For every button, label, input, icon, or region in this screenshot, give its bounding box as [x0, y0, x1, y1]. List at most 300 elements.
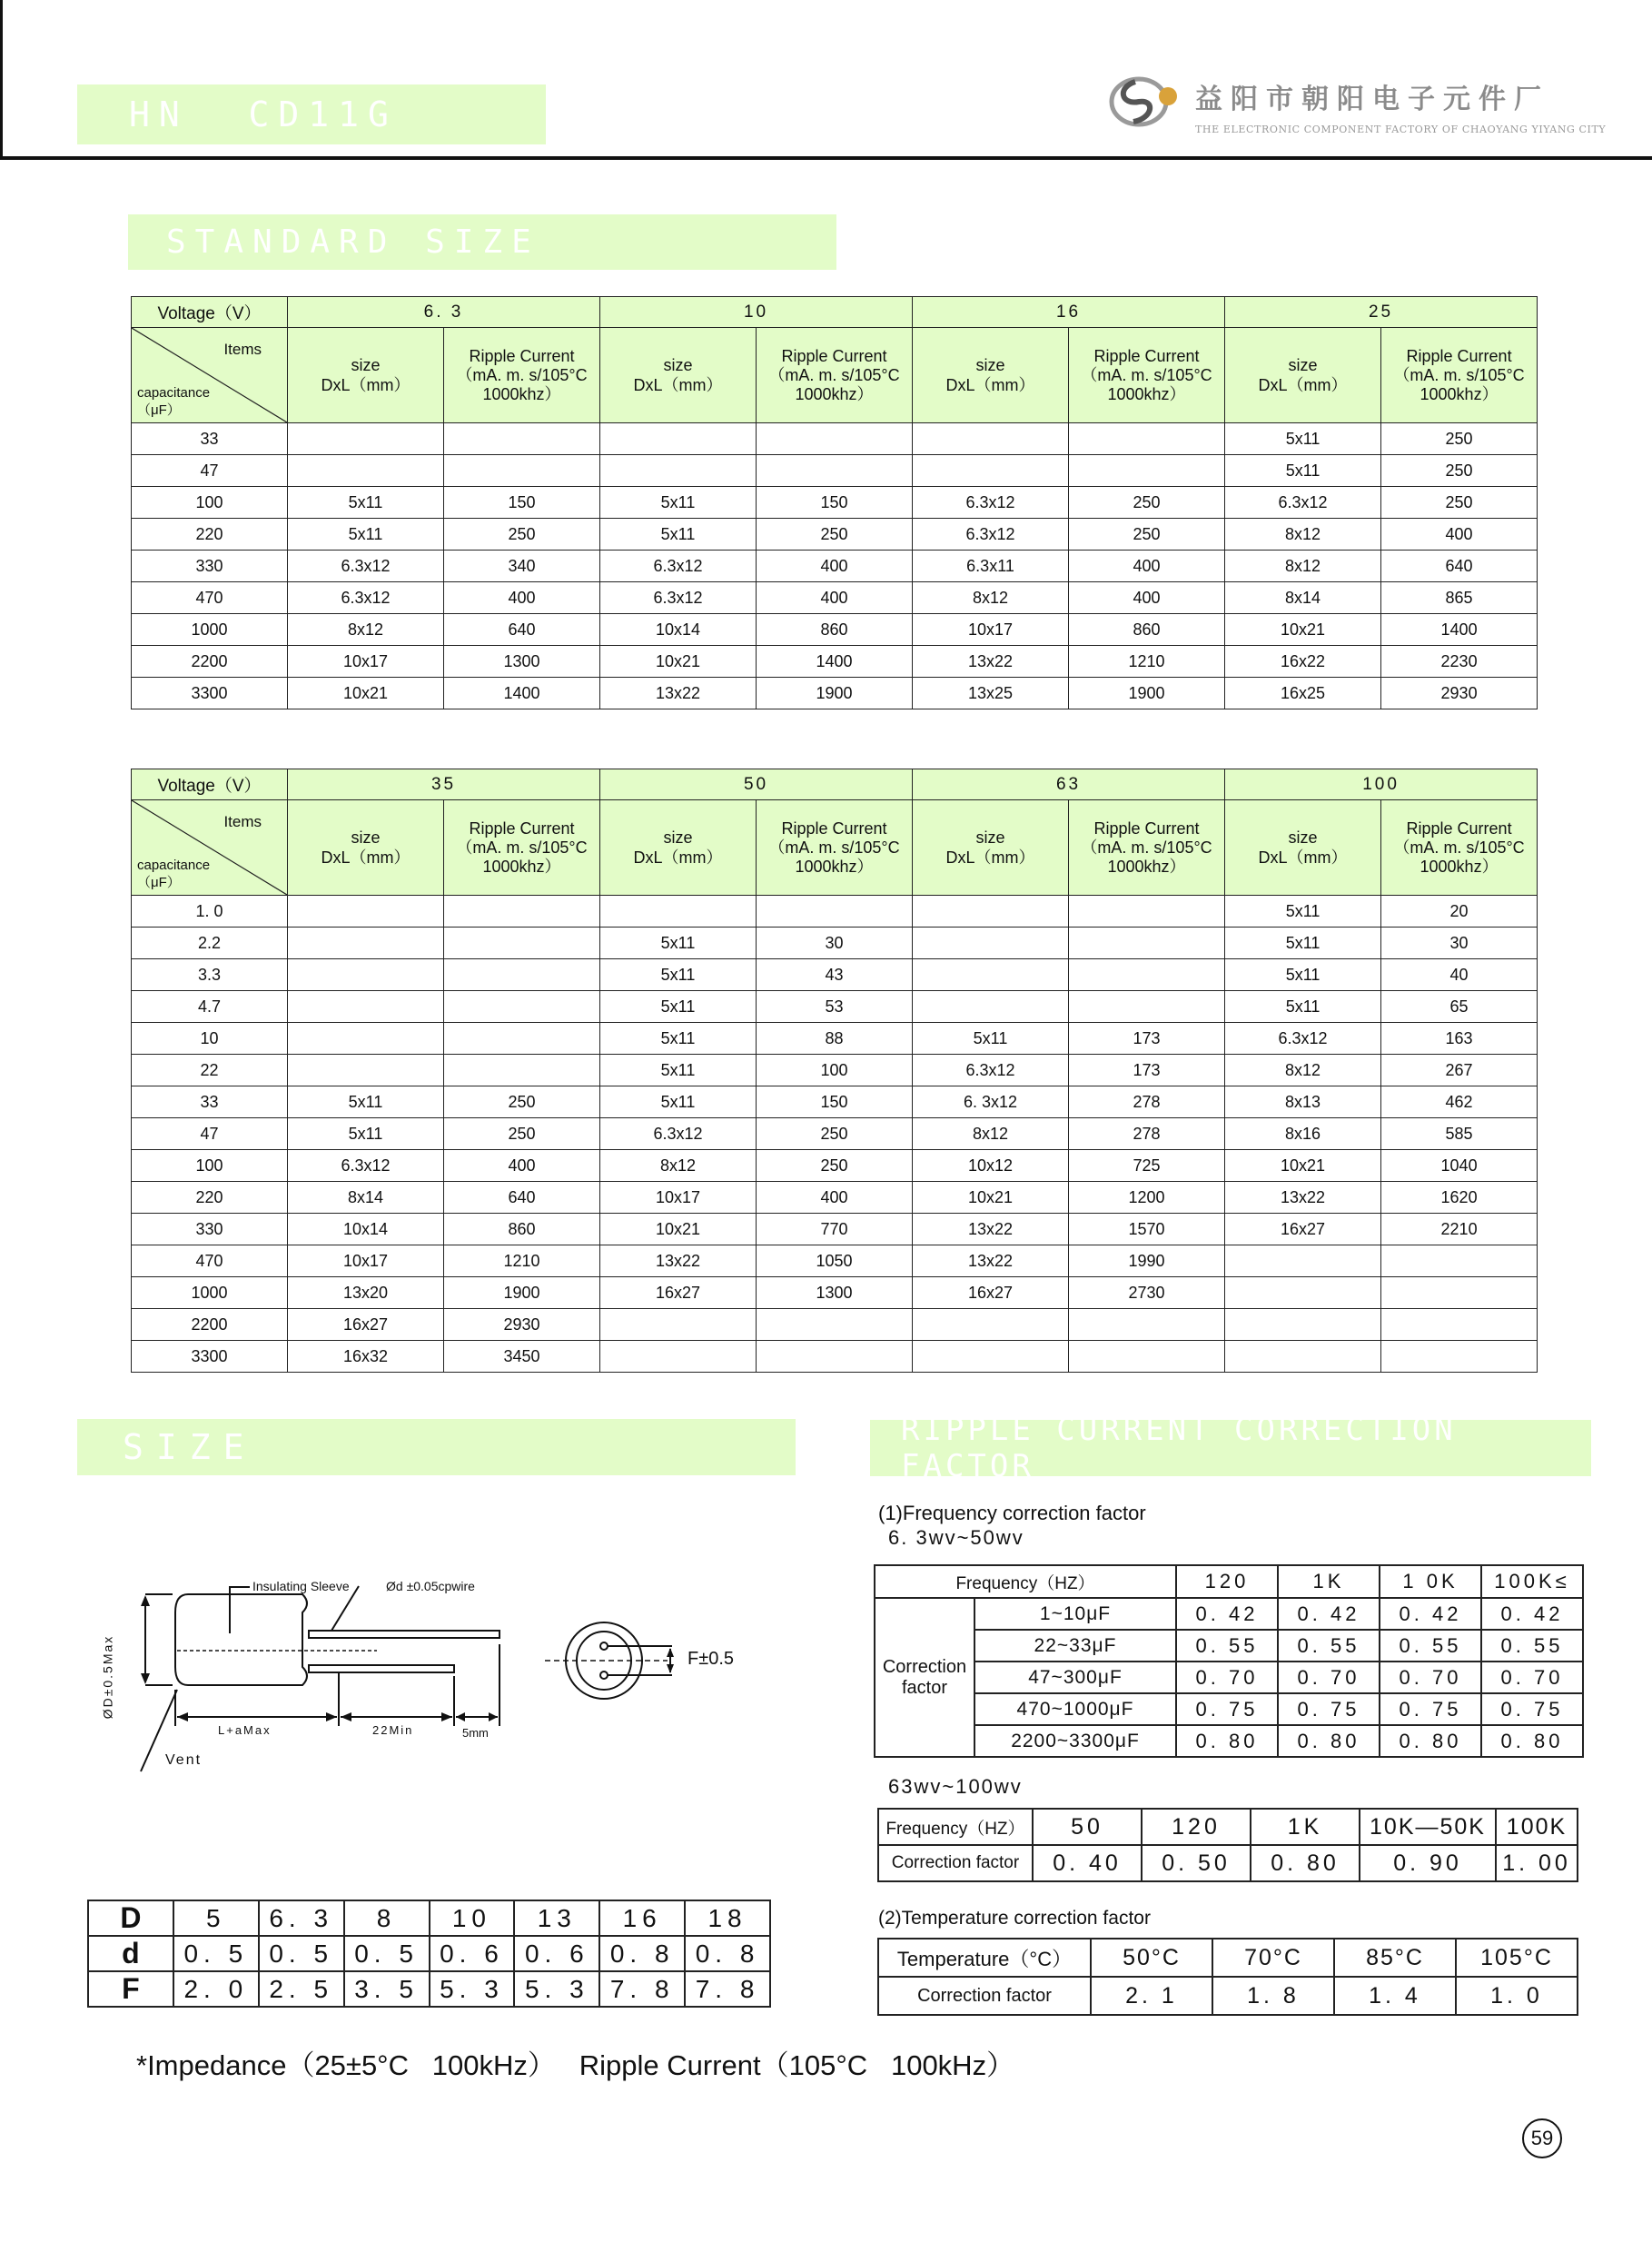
ripple-current-cell: 1200	[1069, 1182, 1225, 1214]
size-cell: 5x11	[1225, 991, 1381, 1023]
size-cell: 6.3x12	[600, 582, 757, 614]
dimension-value: 2. 5	[259, 1971, 344, 2007]
ripple-current-cell: 725	[1069, 1150, 1225, 1182]
ripple-current-cell: 2930	[1381, 678, 1538, 709]
footnote: *Impedance（25±5°C 100kHz） Ripple Current（105°C 100kHz）	[136, 2049, 1015, 2081]
capacitance-range-cell: 2200~3300μF	[974, 1725, 1176, 1757]
ripple-current-cell: 150	[757, 487, 913, 519]
ripple-current-cell: 267	[1381, 1055, 1538, 1086]
ripple-current-cell: 640	[444, 1182, 600, 1214]
ripple-current-cell: 400	[757, 551, 913, 582]
dimension-value: 7. 8	[685, 1971, 770, 2007]
ripple-header-line2: （mA. m. s/105°C	[456, 838, 588, 857]
ripple-current-cell: 250	[1381, 423, 1538, 455]
ripple-header	[1069, 328, 1225, 423]
ripple-current-cell: 65	[1381, 991, 1538, 1023]
capacitance-cell: 47	[132, 455, 288, 487]
ripple-current-cell: 173	[1069, 1055, 1225, 1086]
correction-value: 0. 80	[1380, 1725, 1481, 1757]
ripple-header-line1: Ripple Current	[1093, 818, 1200, 838]
size-cell: 13x22	[913, 646, 1069, 678]
frequency-header-label: Frequency（HZ）	[878, 1809, 1033, 1845]
capacitance-range-cell: 22~33μF	[974, 1630, 1176, 1662]
table-row	[132, 928, 1538, 959]
voltage-label: Voltage（V）	[132, 769, 288, 800]
ripple-header-line2: （mA. m. s/105°C	[1081, 365, 1212, 384]
size-cell	[288, 423, 444, 455]
ripple-current-cell: 163	[1381, 1023, 1538, 1055]
voltage-header: 6. 3	[288, 297, 600, 328]
frequency-factor-table-2	[877, 1808, 1578, 1882]
size-cell: 10x17	[913, 614, 1069, 646]
ripple-current-cell: 20	[1381, 896, 1538, 928]
size-cell: 6.3x12	[913, 487, 1069, 519]
correction-value: 0. 80	[1481, 1725, 1583, 1757]
size-cell	[288, 1055, 444, 1086]
dimension-value: 0. 8	[599, 1936, 685, 1971]
size-cell: 5x11	[600, 1023, 757, 1055]
size-cell: 8x14	[1225, 582, 1381, 614]
company-name-cn: 益阳市朝阳电子元件厂	[1195, 84, 1549, 115]
dimension-row-label: d	[88, 1936, 173, 1971]
size-header-line2: DxL（mm）	[945, 376, 1035, 394]
size-header	[1225, 328, 1381, 423]
ripple-current-cell: 1620	[1381, 1182, 1538, 1214]
ripple-current-cell: 150	[444, 487, 600, 519]
ripple-current-cell: 640	[444, 614, 600, 646]
temperature-header-label: Temperature（°C）	[878, 1939, 1091, 1977]
correction-value: 0. 75	[1481, 1693, 1583, 1725]
frequency-header-label: Frequency（HZ）	[875, 1565, 1176, 1598]
size-header-line1: size	[975, 356, 1005, 374]
size-cell	[913, 1309, 1069, 1341]
ripple-current-cell: 40	[1381, 959, 1538, 991]
frequency-factor-row	[875, 1662, 1583, 1693]
size-cell: 16x27	[1225, 1214, 1381, 1245]
ripple-header-line3: 1000khz）	[795, 384, 874, 403]
size-header-line1: size	[1288, 356, 1318, 374]
dimension-value: 13	[514, 1900, 599, 1936]
ripple-current-cell: 400	[757, 1182, 913, 1214]
dimension-row	[88, 1971, 770, 2007]
table-row	[132, 1309, 1538, 1341]
ripple-current-cell: 30	[757, 928, 913, 959]
ripple-header-line2: （mA. m. s/105°C	[1081, 838, 1212, 857]
size-cell: 16x27	[288, 1309, 444, 1341]
size-cell: 13x22	[600, 678, 757, 709]
ripple-current-cell	[444, 1055, 600, 1086]
capacitance-cell: 33	[132, 423, 288, 455]
table2-body	[132, 896, 1538, 1373]
ripple-current-cell	[1381, 1309, 1538, 1341]
ripple-header-line1: Ripple Current	[469, 818, 575, 838]
ripple-current-cell: 1900	[1069, 678, 1225, 709]
size-cell: 6. 3x12	[913, 1086, 1069, 1118]
model-banner	[77, 84, 546, 144]
table-row	[132, 1214, 1538, 1245]
size-header	[1225, 800, 1381, 896]
page-number: 59	[1530, 2127, 1554, 2149]
ripple-current-cell: 250	[444, 1118, 600, 1150]
ripple-current-cell: 400	[1069, 582, 1225, 614]
items-capacitance-header	[132, 800, 288, 896]
temperature-correction-value: 1. 4	[1334, 1977, 1456, 2015]
correction-value: 0. 70	[1278, 1662, 1380, 1693]
ripple-current-cell: 2210	[1381, 1214, 1538, 1245]
ripple-current-cell: 860	[757, 614, 913, 646]
frequency-header: 120	[1142, 1809, 1251, 1845]
table1-body	[132, 423, 1538, 709]
frequency-header: 1 0K	[1380, 1565, 1481, 1598]
ripple-header	[444, 328, 600, 423]
capacitance-cell: 330	[132, 1214, 288, 1245]
capacitance-cell: 4.7	[132, 991, 288, 1023]
capacitance-unit: （μF）	[137, 402, 181, 418]
size-header-line1: size	[975, 828, 1005, 847]
dimension-value: 0. 5	[173, 1936, 259, 1971]
company-name-en: THE ELECTRONIC COMPONENT FACTORY OF CHAOYANG YIYANG CITY	[1195, 124, 1607, 135]
dimension-value: 0. 5	[259, 1936, 344, 1971]
size-cell: 10x17	[288, 646, 444, 678]
size-cell	[288, 959, 444, 991]
size-cell: 10x14	[600, 614, 757, 646]
ripple-current-cell: 1400	[444, 678, 600, 709]
table-row	[132, 614, 1538, 646]
ripple-current-cell: 88	[757, 1023, 913, 1055]
size-cell	[288, 455, 444, 487]
ripple-header-line3: 1000khz）	[795, 857, 874, 876]
dimension-table-body	[88, 1900, 770, 2007]
correction-value: 0. 42	[1176, 1598, 1278, 1630]
ripple-header-line1: Ripple Current	[1406, 818, 1512, 838]
correction-value: 0. 90	[1360, 1845, 1496, 1881]
table-row	[132, 959, 1538, 991]
frequency-header: 10K—50K	[1360, 1809, 1496, 1845]
temperature-factor-title: (2)Temperature correction factor	[878, 1908, 1151, 1929]
frequency-header: 100K≤	[1481, 1565, 1583, 1598]
ripple-current-cell	[1069, 423, 1225, 455]
voltage-label: Voltage（V）	[132, 297, 288, 328]
size-cell: 6.3x12	[600, 1118, 757, 1150]
ripple-current-cell: 173	[1069, 1023, 1225, 1055]
capacitance-cell: 470	[132, 1245, 288, 1277]
ripple-header-line2: （mA. m. s/105°C	[1393, 365, 1525, 384]
size-cell: 8x12	[1225, 551, 1381, 582]
size-cell: 8x13	[1225, 1086, 1381, 1118]
capacitance-word: capacitance	[137, 385, 211, 401]
table-row	[132, 1341, 1538, 1373]
frequency-factor-body	[875, 1598, 1583, 1757]
ripple-current-cell	[757, 1309, 913, 1341]
size-cell: 6.3x12	[288, 551, 444, 582]
size-cell	[913, 1341, 1069, 1373]
capacitance-cell: 3300	[132, 678, 288, 709]
size-cell: 10x21	[913, 1182, 1069, 1214]
size-cell: 8x12	[600, 1150, 757, 1182]
standard-size-banner	[128, 214, 836, 270]
capacitance-cell: 22	[132, 1055, 288, 1086]
size-cell	[600, 896, 757, 928]
size-cell: 10x12	[913, 1150, 1069, 1182]
ripple-current-cell: 1400	[757, 646, 913, 678]
ripple-current-cell: 340	[444, 551, 600, 582]
dimension-value: 6. 3	[259, 1900, 344, 1936]
size-cell: 5x11	[600, 1086, 757, 1118]
frequency-factor-row	[875, 1693, 1583, 1725]
ripple-current-cell: 53	[757, 991, 913, 1023]
size-header	[913, 328, 1069, 423]
capacitance-cell: 3.3	[132, 959, 288, 991]
dimension-row-label: D	[88, 1900, 173, 1936]
correction-value: 0. 80	[1251, 1845, 1360, 1881]
ripple-current-cell: 250	[1069, 487, 1225, 519]
ripple-current-cell: 860	[1069, 614, 1225, 646]
ripple-factor-title: RIPPLE CURRENT CORRECTION FACTOR	[901, 1412, 1457, 1484]
frequency-factor-row	[875, 1725, 1583, 1757]
size-cell: 6.3x12	[288, 1150, 444, 1182]
temperature-correction-value: 1. 8	[1212, 1977, 1334, 2015]
size-cell	[913, 896, 1069, 928]
ripple-current-cell: 860	[444, 1214, 600, 1245]
dimension-row	[88, 1936, 770, 1971]
size-cell	[288, 896, 444, 928]
ripple-current-cell	[1381, 1341, 1538, 1373]
dimension-value: 0. 6	[430, 1936, 515, 1971]
voltage-header: 25	[1225, 297, 1538, 328]
correction-value: 0. 70	[1176, 1662, 1278, 1693]
ripple-current-cell: 1050	[757, 1245, 913, 1277]
table-row	[132, 646, 1538, 678]
size-cell: 5x11	[600, 1055, 757, 1086]
size-cell: 8x12	[913, 1118, 1069, 1150]
diameter-label: ØD±0.5Max	[100, 1634, 115, 1720]
size-cell: 5x11	[288, 1118, 444, 1150]
capacitance-label	[137, 857, 210, 891]
ripple-current-cell: 400	[1069, 551, 1225, 582]
ripple-current-cell: 1900	[444, 1277, 600, 1309]
table-row	[132, 1150, 1538, 1182]
size-cell: 5x11	[1225, 896, 1381, 928]
size-cell: 5x11	[600, 928, 757, 959]
size-cell: 5x11	[1225, 928, 1381, 959]
size-header-line2: DxL（mm）	[321, 376, 411, 394]
ripple-header-line1: Ripple Current	[1093, 346, 1200, 365]
ripple-header-line3: 1000khz）	[1107, 384, 1186, 403]
ripple-current-cell	[757, 455, 913, 487]
capacitance-cell: 2.2	[132, 928, 288, 959]
size-cell: 6.3x11	[913, 551, 1069, 582]
correction-factor-side-label: Correction factor	[875, 1598, 974, 1757]
ripple-current-cell: 43	[757, 959, 913, 991]
ripple-current-cell	[444, 928, 600, 959]
size-cell: 8x12	[913, 582, 1069, 614]
dimension-row-label: F	[88, 1971, 173, 2007]
size-cell	[288, 991, 444, 1023]
page-left-rule	[0, 0, 3, 160]
voltage-header: 50	[600, 769, 913, 800]
size-cell	[600, 1341, 757, 1373]
capacitance-cell: 100	[132, 1150, 288, 1182]
capacitance-unit: （μF）	[137, 875, 181, 890]
ripple-header-line3: 1000khz）	[482, 384, 561, 403]
size-cell: 13x22	[913, 1245, 1069, 1277]
correction-value: 0. 70	[1380, 1662, 1481, 1693]
ripple-current-cell	[1069, 991, 1225, 1023]
capacitance-cell: 2200	[132, 1309, 288, 1341]
ripple-current-cell	[1381, 1245, 1538, 1277]
ripple-current-cell	[1069, 928, 1225, 959]
size-cell: 13x22	[1225, 1182, 1381, 1214]
ripple-current-cell: 1210	[1069, 646, 1225, 678]
dimension-value: 16	[599, 1900, 685, 1936]
size-cell: 10x21	[600, 646, 757, 678]
capacitance-cell: 47	[132, 1118, 288, 1150]
ripple-current-cell: 400	[1381, 519, 1538, 551]
size-cell	[600, 1309, 757, 1341]
size-cell: 10x17	[600, 1182, 757, 1214]
ripple-current-cell: 865	[1381, 582, 1538, 614]
ripple-header-line1: Ripple Current	[781, 346, 887, 365]
standard-size-title: STANDARD SIZE	[166, 223, 540, 261]
size-cell: 16x25	[1225, 678, 1381, 709]
ripple-current-cell: 1300	[757, 1277, 913, 1309]
items-label: Items	[223, 341, 262, 358]
ripple-factor-banner	[870, 1412, 1591, 1484]
correction-value: 0. 55	[1481, 1630, 1583, 1662]
size-cell: 8x14	[288, 1182, 444, 1214]
temperature-header: 70°C	[1212, 1939, 1334, 1977]
ripple-current-cell: 1040	[1381, 1150, 1538, 1182]
frequency-header: 1K	[1251, 1809, 1360, 1845]
size-header	[288, 328, 444, 423]
ripple-current-cell: 250	[1381, 487, 1538, 519]
size-cell: 8x12	[288, 614, 444, 646]
ripple-header	[757, 800, 913, 896]
dimension-value: 3. 5	[344, 1971, 430, 2007]
size-header-line1: size	[351, 828, 381, 847]
ripple-header-line1: Ripple Current	[781, 818, 887, 838]
size-cell: 6.3x12	[288, 582, 444, 614]
correction-value: 0. 55	[1176, 1630, 1278, 1662]
capacitance-cell: 100	[132, 487, 288, 519]
table-row	[132, 1055, 1538, 1086]
ripple-header-line2: （mA. m. s/105°C	[1393, 838, 1525, 857]
ripple-current-cell	[757, 423, 913, 455]
capacitance-cell: 3300	[132, 1341, 288, 1373]
size-cell: 5x11	[600, 991, 757, 1023]
table-row	[132, 1118, 1538, 1150]
frequency-header: 50	[1033, 1809, 1142, 1845]
size-cell	[1225, 1245, 1381, 1277]
correction-value: 0. 80	[1176, 1725, 1278, 1757]
size-cell	[600, 455, 757, 487]
size-header-line1: size	[1288, 828, 1318, 847]
model-title: HN CD11G	[129, 94, 398, 134]
voltage-header: 63	[913, 769, 1225, 800]
ripple-current-cell: 1300	[444, 646, 600, 678]
dimension-value: 2. 0	[173, 1971, 259, 2007]
capacitance-cell: 2200	[132, 646, 288, 678]
table-row	[132, 1086, 1538, 1118]
ripple-header-line3: 1000khz）	[482, 857, 561, 876]
size-cell: 10x21	[288, 678, 444, 709]
ripple-current-cell	[1069, 896, 1225, 928]
ripple-header-line3: 1000khz）	[1420, 384, 1499, 403]
ripple-header	[444, 800, 600, 896]
size-cell	[288, 1023, 444, 1055]
size-cell	[913, 423, 1069, 455]
ripple-current-cell	[444, 423, 600, 455]
ripple-header	[1381, 328, 1538, 423]
table-row	[132, 519, 1538, 551]
frequency-factor-table-1	[874, 1564, 1584, 1758]
ripple-current-cell: 250	[757, 1118, 913, 1150]
dimension-value: 0. 8	[685, 1936, 770, 1971]
correction-value: 0. 75	[1278, 1693, 1380, 1725]
ripple-current-cell: 1570	[1069, 1214, 1225, 1245]
temperature-factor-table	[877, 1938, 1578, 2016]
size-header	[913, 800, 1069, 896]
size-cell	[913, 928, 1069, 959]
size-cell: 13x22	[913, 1214, 1069, 1245]
size-cell: 16x32	[288, 1341, 444, 1373]
ripple-current-cell: 2930	[444, 1309, 600, 1341]
vent-label: Vent	[165, 1752, 203, 1768]
size-header-line2: DxL（mm）	[633, 848, 723, 867]
ripple-current-cell: 30	[1381, 928, 1538, 959]
size-header-line1: size	[663, 356, 693, 374]
capacitance-cell: 33	[132, 1086, 288, 1118]
capacitance-range-cell: 1~10μF	[974, 1598, 1176, 1630]
ripple-header	[1381, 800, 1538, 896]
voltage-range-2: 63wv~100wv	[888, 1775, 1023, 1798]
table-row	[132, 1182, 1538, 1214]
correction-value: 0. 75	[1176, 1693, 1278, 1725]
dimension-row	[88, 1900, 770, 1936]
correction-value: 0. 70	[1481, 1662, 1583, 1693]
size-cell: 8x16	[1225, 1118, 1381, 1150]
size-cell: 5x11	[288, 487, 444, 519]
dimension-value: 7. 8	[599, 1971, 685, 2007]
correction-value: 0. 75	[1380, 1693, 1481, 1725]
size-cell: 5x11	[600, 519, 757, 551]
ripple-current-cell: 1990	[1069, 1245, 1225, 1277]
header-rule	[0, 156, 1652, 160]
ripple-current-cell: 250	[757, 519, 913, 551]
correction-value: 0. 50	[1142, 1845, 1251, 1881]
lead-min-label: 22Min	[372, 1723, 414, 1737]
size-cell	[1225, 1309, 1381, 1341]
size-cell	[1225, 1277, 1381, 1309]
correction-factor-label: Correction factor	[878, 1845, 1033, 1881]
capacitance-range-cell: 47~300μF	[974, 1662, 1176, 1693]
capacitance-cell: 10	[132, 1023, 288, 1055]
correction-value: 0. 42	[1278, 1598, 1380, 1630]
size-cell: 6.3x12	[913, 1055, 1069, 1086]
size-header	[600, 328, 757, 423]
ripple-current-cell	[1069, 1309, 1225, 1341]
table-row	[132, 487, 1538, 519]
ripple-header	[757, 328, 913, 423]
size-cell	[913, 959, 1069, 991]
ripple-current-cell	[444, 455, 600, 487]
voltage-header: 10	[600, 297, 913, 328]
correction-value: 0. 80	[1278, 1725, 1380, 1757]
ripple-header-line1: Ripple Current	[469, 346, 575, 365]
insulating-sleeve-label: Insulating Sleeve	[252, 1579, 350, 1593]
ripple-current-cell: 278	[1069, 1118, 1225, 1150]
ripple-current-cell: 250	[757, 1150, 913, 1182]
